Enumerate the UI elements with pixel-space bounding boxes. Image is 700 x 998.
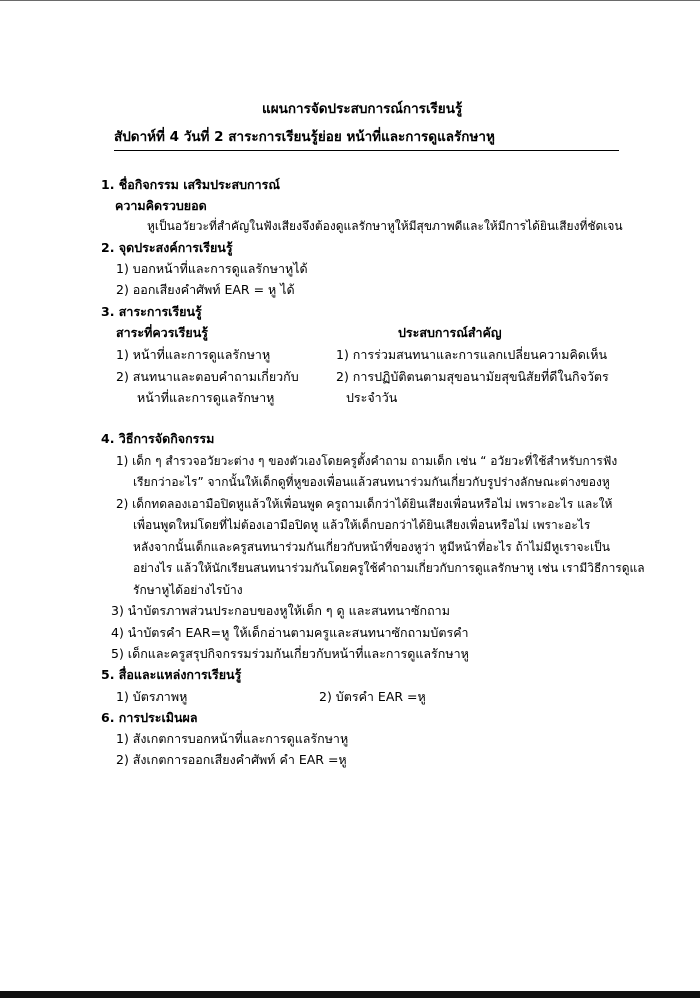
- activity-line: เพื่อนพูดใหม่โดยที่ไม่ต้องเอามือปิดหู แล้วให้เด็กบอกว่าได้ยินเสียงเพื่อนหรือไม่ เพราะอะไร: [133, 518, 591, 532]
- activity-line: อย่างไร แล้วให้นักเรียนสนทนาร่วมกันโดยครูใช้คำถามเกี่ยวกับการดูแลรักษาหู เช่น เรามีวิธีการดูแล: [133, 561, 645, 575]
- evaluation-item: 1) สังเกตการบอกหน้าที่และการดูแลรักษาหู: [116, 731, 349, 746]
- activity-line: หลังจากนั้นเด็กและครูสนทนาร่วมกันเกี่ยวกับหน้าที่ของหูว่า หูมีหน้าที่อะไร ถ้าไม่มีหูเราจะเป็น: [133, 540, 610, 554]
- experience-item: 1) การร่วมสนทนาและการแลกเปลี่ยนความคิดเห็น: [336, 347, 607, 362]
- activity-line: 5) เด็กและครูสรุปกิจกรรมร่วมกันเกี่ยวกับหน้าที่และการดูแลรักษาหู: [111, 646, 469, 661]
- section-1-heading: 1. ชื่อกิจกรรม เสริมประสบการณ์: [101, 177, 280, 192]
- section-6-heading: 6. การประเมินผล: [101, 710, 198, 725]
- content-item: หน้าที่และการดูแลรักษาหู: [137, 390, 275, 405]
- activity-line: 3) นำบัตรภาพส่วนประกอบของหูให้เด็ก ๆ ดู และสนทนาซักถาม: [111, 603, 450, 618]
- bottom-border: [0, 991, 700, 998]
- experience-item: 2) การปฏิบัติตนตามสุขอนามัยสุขนิสัยที่ดีในกิจวัตร: [336, 369, 609, 384]
- section-4-heading: 4. วิธีการจัดกิจกรรม: [101, 431, 215, 446]
- evaluation-item: 2) สังเกตการออกเสียงคำศัพท์ คำ EAR =หู: [116, 752, 347, 767]
- section-5-heading: 5. สื่อและแหล่งการเรียนรู้: [101, 667, 242, 682]
- concept-label: ความคิดรวบยอด: [115, 198, 207, 213]
- document-subtitle: สัปดาห์ที่ 4 วันที่ 2 สาระการเรียนรู้ย่อย หน้าที่และการดูแลรักษาหู: [114, 129, 495, 145]
- activity-line: 2) เด็กทดลองเอามือปิดหูแล้วให้เพื่อนพูด ครูถามเด็กว่าได้ยินเสียงเพื่อนหรือไม่ เพราะอะไร และให้: [116, 497, 613, 511]
- title-underline: [114, 150, 619, 151]
- content-item: 2) สนทนาและตอบคำถามเกี่ยวกับ: [116, 369, 299, 384]
- media-item: 1) บัตรภาพหู: [116, 689, 188, 704]
- content-column-heading: สาระที่ควรเรียนรู้: [116, 325, 208, 340]
- section-2-heading: 2. จุดประสงค์การเรียนรู้: [101, 240, 233, 255]
- document-title: แผนการจัดประสบการณ์การเรียนรู้: [262, 101, 463, 117]
- activity-line: 1) เด็ก ๆ สำรวจอวัยวะต่าง ๆ ของตัวเองโดยครูตั้งคำถาม ถามเด็ก เช่น “ อวัยวะที่ใช้สำหรับการฟัง: [116, 454, 618, 468]
- section-3-heading: 3. สาระการเรียนรู้: [101, 304, 202, 319]
- objective-item: 2) ออกเสียงคำศัพท์ EAR = หู ได้: [116, 282, 295, 297]
- experience-item: ประจำวัน: [346, 390, 398, 405]
- experience-column-heading: ประสบการณ์สำคัญ: [398, 325, 502, 340]
- top-border: [0, 0, 700, 1]
- objective-item: 1) บอกหน้าที่และการดูแลรักษาหูได้: [116, 261, 308, 276]
- activity-line: รักษาหูได้อย่างไรบ้าง: [133, 583, 243, 597]
- content-item: 1) หน้าที่และการดูแลรักษาหู: [116, 347, 271, 362]
- activity-line: เรียกว่าอะไร” จากนั้นให้เด็กดูที่หูของเพื่อนแล้วสนทนาร่วมกันเกี่ยวกับรูปร่างลักษณะต่างของหู: [133, 475, 610, 489]
- media-item: 2) บัตรคำ EAR =หู: [319, 689, 426, 704]
- activity-line: 4) นำบัตรคำ EAR=หู ให้เด็กอ่านตามครูและสนทนาซักถามบัตรคำ: [111, 625, 469, 640]
- concept-text: หูเป็นอวัยวะที่สำคัญในฟังเสียงจึงต้องดูแลรักษาหูให้มีสุขภาพดีและให้มีการได้ยินเสียงที่ชัดเจน: [147, 219, 623, 233]
